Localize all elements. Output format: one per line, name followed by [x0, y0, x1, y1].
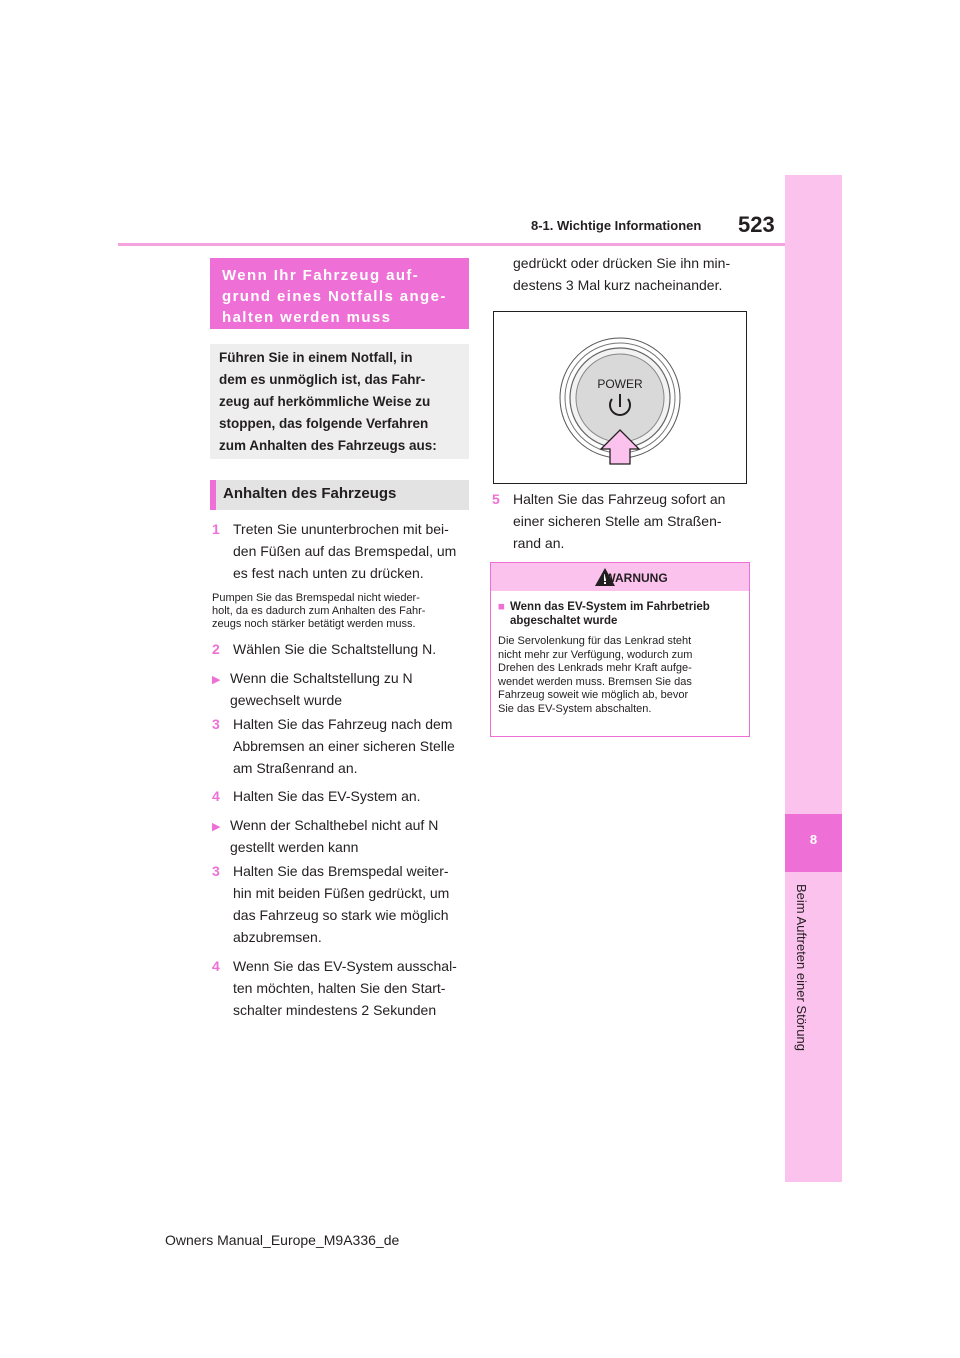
footer-document-id: Owners Manual_Europe_M9A336_de — [165, 1232, 400, 1248]
condition-text: gewechselt wurde — [230, 692, 343, 708]
page-number: 523 — [738, 212, 775, 237]
condition-text: gestellt werden kann — [230, 839, 359, 855]
step-4b — [212, 955, 467, 1021]
step-text: rand an. — [513, 535, 565, 551]
section-title: 8-1. Wichtige Informationen — [531, 218, 702, 233]
power-switch-figure — [493, 311, 747, 484]
section-heading-line: Wenn Ihr Fahrzeug auf- — [222, 267, 420, 284]
section-heading-line: halten werden muss — [222, 309, 392, 326]
step-number: 4 — [212, 788, 220, 804]
warning-subtitle — [498, 600, 743, 628]
power-button-label: POWER — [597, 377, 643, 391]
step-1 — [212, 518, 467, 584]
step-text: Treten Sie ununterbrochen mit bei- — [233, 521, 449, 537]
warning-body-line: Fahrzeug soweit wie möglich ab, bevor — [498, 689, 689, 701]
warning-body-line: Sie das EV-System abschalten. — [498, 702, 652, 715]
step-text: am Straßenrand an. — [233, 760, 358, 776]
step-text: destens 3 Mal kurz nacheinander. — [513, 277, 723, 293]
step-text: Halten Sie das EV-System an. — [233, 788, 421, 804]
square-bullet-icon: ■ — [498, 601, 505, 613]
condition-text: Wenn die Schaltstellung zu N — [230, 670, 413, 686]
note-line: Pumpen Sie das Bremspedal nicht wieder- — [212, 592, 420, 604]
warning-body-line: wendet werden muss. Bremsen Sie das — [498, 675, 692, 688]
subsection-heading: Anhalten des Fahrzeugs — [210, 480, 469, 510]
note-line: holt, da es dadurch zum Anhalten des Fahr- — [212, 605, 426, 617]
intro-line: stoppen, das folgende Verfahren — [219, 416, 429, 431]
step-text: Halten Sie das Bremspedal weiter- — [233, 863, 449, 879]
step-number: 3 — [212, 716, 220, 732]
step-text: Halten Sie das Fahrzeug nach dem — [233, 716, 453, 732]
note-line: zeugs noch stärker betätigt werden muss. — [212, 618, 416, 630]
step-text: Abbremsen an einer sicheren Stelle — [233, 738, 455, 754]
step-3b — [212, 860, 467, 948]
step-text: einer sicheren Stelle am Straßen- — [513, 513, 722, 529]
warning-subtitle-line: abgeschaltet wurde — [510, 615, 618, 627]
section-heading-line: grund eines Notfalls ange- — [222, 288, 447, 305]
step-number: 3 — [212, 863, 220, 879]
triangle-bullet-icon: ▶ — [212, 674, 221, 686]
step-5 — [492, 488, 747, 554]
intro-line: zum Anhalten des Fahrzeugs aus: — [219, 438, 437, 453]
intro-box — [210, 344, 469, 459]
step-text: hin mit beiden Füßen gedrückt, um — [233, 885, 450, 901]
warning-body-line: nicht mehr zur Verfügung, wodurch zum — [498, 648, 693, 661]
warning-body — [498, 635, 743, 716]
step-3a — [212, 713, 467, 779]
condition-2 — [212, 814, 462, 858]
warning-box — [490, 562, 750, 737]
intro-line: Führen Sie in einem Notfall, in — [219, 350, 413, 365]
chapter-number: 8 — [809, 832, 818, 847]
step-text: Halten Sie das Fahrzeug sofort an — [513, 491, 726, 507]
section-heading — [210, 258, 469, 329]
condition-text: Wenn der Schalthebel nicht auf N — [230, 817, 439, 833]
step-text: ten möchten, halten Sie den Start- — [233, 980, 446, 996]
step-4a — [212, 785, 467, 807]
step-4b-continued — [492, 252, 747, 296]
intro-line: dem es unmöglich ist, das Fahr- — [219, 372, 426, 387]
warning-body-line: Drehen des Lenkrads mehr Kraft aufge- — [498, 662, 692, 674]
step-text: schalter mindestens 2 Sekunden — [233, 1002, 437, 1018]
warning-subtitle-line: Wenn das EV-System im Fahrbetrieb — [510, 601, 710, 613]
step-number: 4 — [212, 958, 220, 974]
step-2 — [212, 638, 467, 660]
step-note — [212, 592, 472, 631]
step-text: es fest nach unten zu drücken. — [233, 565, 424, 581]
step-text: Wählen Sie die Schaltstellung N. — [233, 641, 437, 657]
step-number: 5 — [492, 491, 500, 507]
chapter-title: Beim Auftreten einer Störung — [794, 884, 809, 1051]
condition-1 — [212, 667, 462, 711]
triangle-bullet-icon: ▶ — [212, 821, 221, 833]
power-switch-illustration — [494, 312, 746, 483]
step-text: gedrückt oder drücken Sie ihn min- — [513, 255, 731, 271]
step-number: 1 — [212, 521, 220, 537]
step-text: Wenn Sie das EV-System ausschal- — [233, 958, 457, 974]
step-number: 2 — [212, 641, 220, 657]
step-text: den Füßen auf das Bremspedal, um — [233, 543, 457, 559]
warning-body-line: Die Servolenkung für das Lenkrad steht — [498, 635, 692, 647]
intro-line: zeug auf herkömmliche Weise zu — [219, 394, 431, 409]
step-text: abzubremsen. — [233, 929, 322, 945]
step-text: das Fahrzeug so stark wie möglich — [233, 907, 449, 923]
header-divider — [118, 243, 785, 246]
warning-title: WARNUNG — [604, 571, 668, 585]
